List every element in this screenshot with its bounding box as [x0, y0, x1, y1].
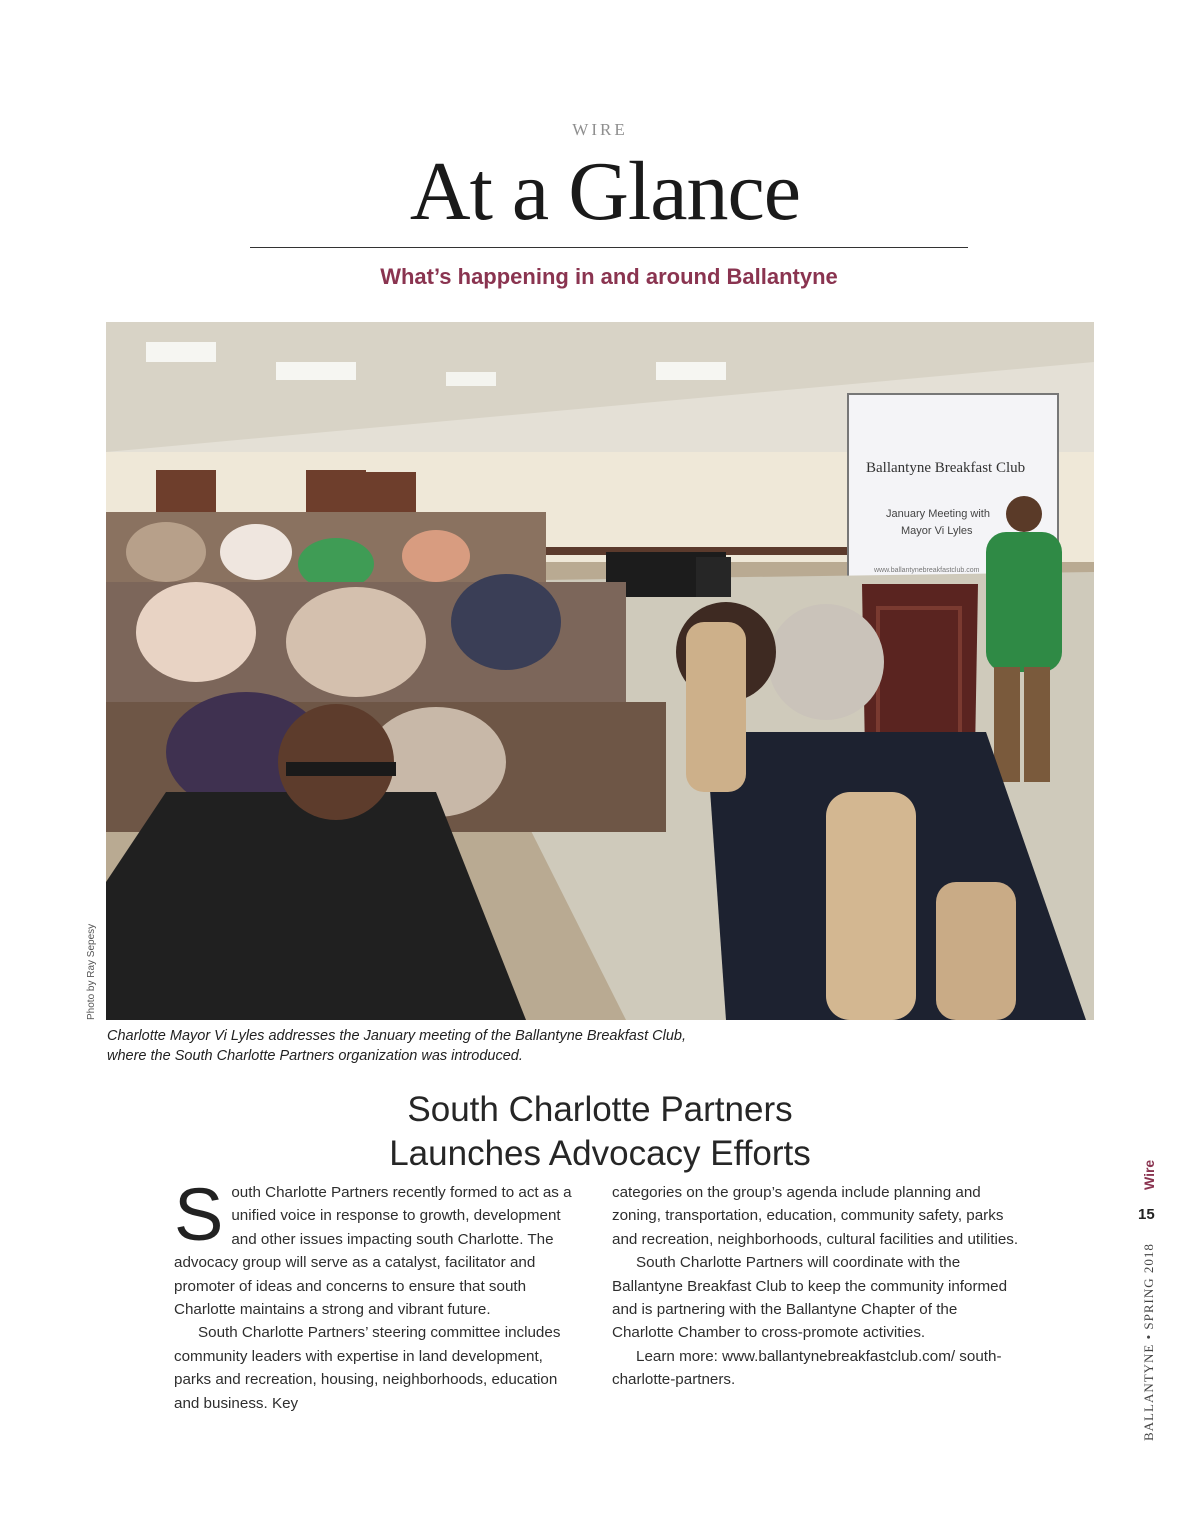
title-divider — [250, 247, 968, 248]
article-paragraph-2-continued: categories on the group’s agenda include planning and zoning, transportation, education, community safety, parks and recreation, neighborhoods, cultural facilities and utilities. — [612, 1184, 1019, 1248]
folio-section: Wire — [1141, 1159, 1157, 1190]
article-paragraph-3: South Charlotte Partners will coordinate with the Ballantyne Breakfast Club to keep the community informed and is partnering with the Ballantyne Chapter of the Charlotte Chamber to cross-promote activities. — [612, 1254, 1008, 1342]
page-title: At a Glance — [409, 145, 801, 238]
event-photo — [106, 322, 1094, 1020]
page-number: 15 — [1138, 1206, 1155, 1223]
article-learn-more: Learn more: www.ballantynebreakfastclub.com/ south-charlotte-partners. — [612, 1347, 1002, 1389]
article-column-2 — [612, 1181, 1022, 1392]
article-paragraph-2: South Charlotte Partners’ steering committee includes community leaders with expertise in land development, parks and recreation, housing, neighborhoods, education and business. Key — [174, 1324, 561, 1412]
article-paragraph-1 — [174, 1173, 580, 1321]
page-subtitle: What’s happening in and around Ballantyne — [380, 264, 838, 289]
screen-url: www.ballantynebreakfastclub.com — [874, 567, 980, 574]
caption-line-2: where the South Charlotte Partners organization was introduced. — [107, 1048, 523, 1064]
folio-publication: BALLANTYNE • SPRING 2018 — [1141, 1243, 1156, 1441]
section-kicker: WIRE — [572, 120, 628, 139]
paragraph-1-text: outh Charlotte Partners recently formed to act as a unified voice in response to growth, development and other issues impacting south Charlotte. The advocacy group will serve as a catalyst, facilitator and promoter of ideas and concerns to ensure that south Charlotte maintains a strong and vibrant future. — [174, 1184, 572, 1319]
screen-line2: Mayor Vi Lyles — [901, 525, 973, 537]
headline-line-2: Launches Advocacy Efforts — [389, 1134, 811, 1173]
photo-caption — [107, 1026, 1007, 1066]
photo-credit: Photo by Ray Sepesy — [86, 923, 97, 1020]
article-headline — [0, 1088, 1200, 1176]
screen-title: Ballantyne Breakfast Club — [866, 460, 1026, 476]
event-photo-illustration — [106, 322, 1094, 1020]
screen-line1: January Meeting with — [886, 508, 990, 520]
article-column-1 — [174, 1173, 580, 1415]
headline-line-1: South Charlotte Partners — [407, 1090, 793, 1129]
drop-cap: S — [174, 1173, 224, 1256]
caption-line-1: Charlotte Mayor Vi Lyles addresses the January meeting of the Ballantyne Breakfast Club, — [107, 1028, 686, 1044]
